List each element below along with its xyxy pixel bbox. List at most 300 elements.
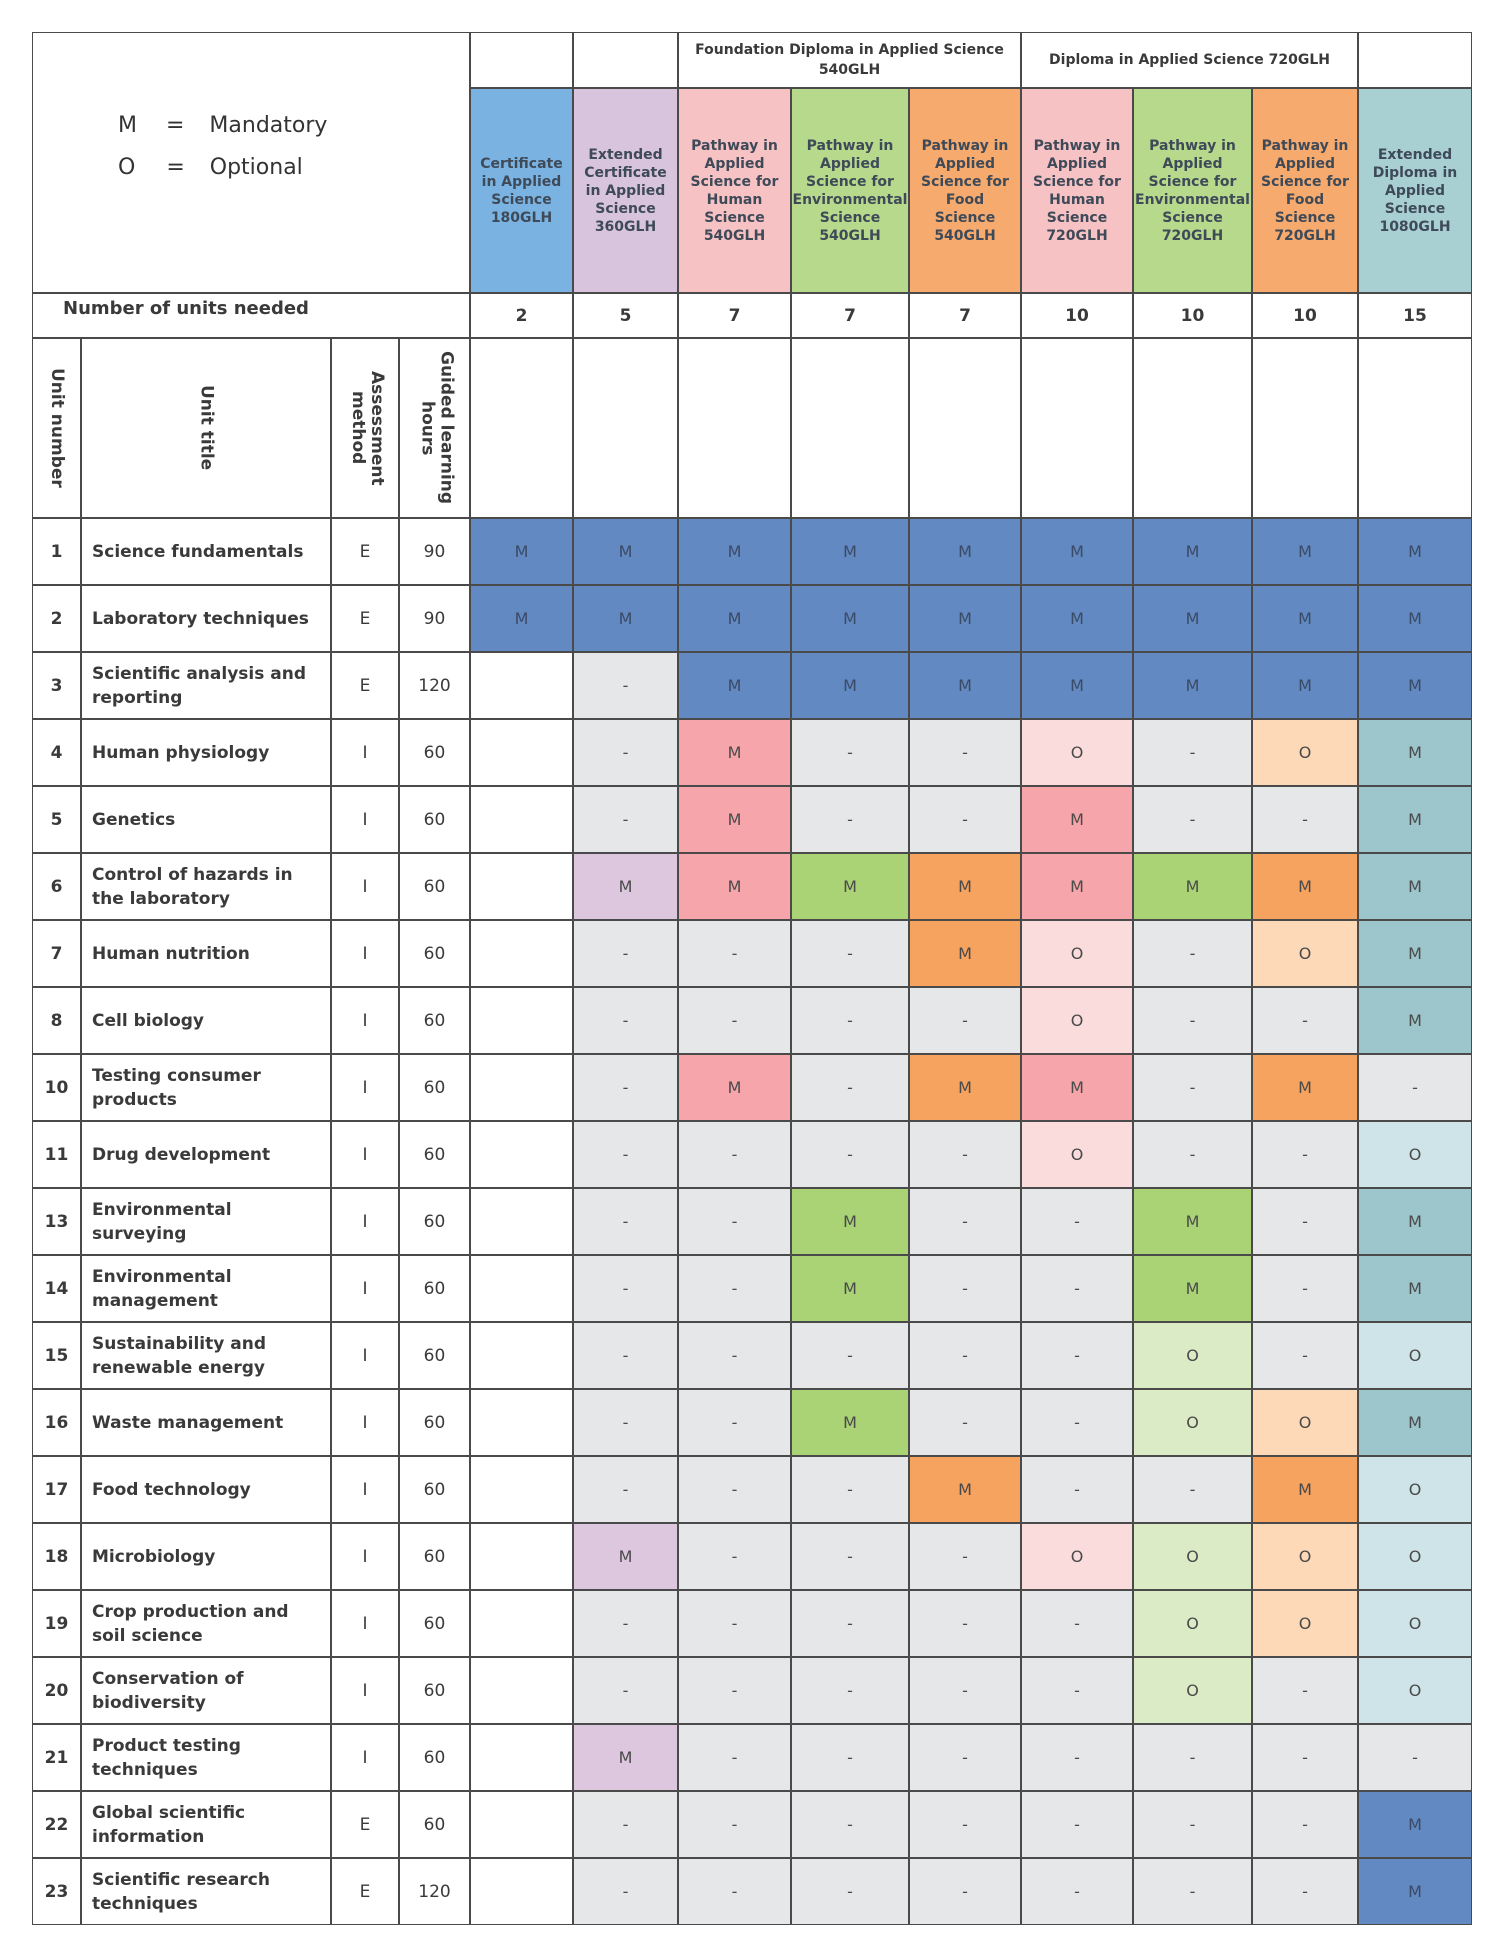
unit-status-cell: - xyxy=(909,1188,1021,1255)
unit-status-cell: M xyxy=(1133,585,1252,652)
unit-status-cell xyxy=(470,1255,573,1322)
assessment-method: I xyxy=(331,1590,399,1657)
unit-status-cell: - xyxy=(573,1188,678,1255)
unit-number: 10 xyxy=(32,1054,81,1121)
unit-status-cell: - xyxy=(1133,1456,1252,1523)
guided-learning-hours: 60 xyxy=(399,987,470,1054)
unit-status-cell: - xyxy=(1252,1255,1358,1322)
unit-status-cell: M xyxy=(1358,518,1472,585)
units-needed-value: 15 xyxy=(1358,293,1472,338)
guided-learning-hours: 60 xyxy=(399,853,470,920)
unit-status-cell: M xyxy=(1252,853,1358,920)
unit-status-cell: - xyxy=(678,1456,791,1523)
unit-status-cell: - xyxy=(573,1255,678,1322)
unit-status-cell: - xyxy=(791,987,909,1054)
unit-status-cell: - xyxy=(791,1791,909,1858)
assessment-method: I xyxy=(331,1456,399,1523)
assessment-method-header xyxy=(331,338,399,518)
unit-status-cell: - xyxy=(909,1590,1021,1657)
unit-number: 13 xyxy=(32,1188,81,1255)
unit-status-cell: M xyxy=(1358,1791,1472,1858)
unit-status-cell: - xyxy=(678,1523,791,1590)
unit-status-cell: - xyxy=(678,1590,791,1657)
unit-status-cell: M xyxy=(909,652,1021,719)
unit-status-cell: M xyxy=(791,1188,909,1255)
unit-status-cell: - xyxy=(678,1724,791,1791)
unit-status-cell: M xyxy=(678,719,791,786)
unit-status-cell: - xyxy=(909,1255,1021,1322)
unit-status-cell: M xyxy=(1021,786,1133,853)
unit-title: Conservation of biodiversity xyxy=(81,1657,331,1724)
guided-learning-hours: 60 xyxy=(399,1054,470,1121)
unit-title: Human physiology xyxy=(81,719,331,786)
unit-status-cell: M xyxy=(573,585,678,652)
units-needed-value: 2 xyxy=(470,293,573,338)
unit-status-cell: - xyxy=(678,1255,791,1322)
unit-status-cell: M xyxy=(1021,518,1133,585)
unit-status-cell: M xyxy=(1358,652,1472,719)
unit-status-cell: - xyxy=(909,1657,1021,1724)
qualification-units-table xyxy=(32,32,1472,1925)
unit-status-cell: - xyxy=(791,920,909,987)
unit-status-cell: M xyxy=(678,853,791,920)
unit-status-cell: M xyxy=(1133,518,1252,585)
unit-status-cell: - xyxy=(791,1456,909,1523)
unit-status-cell xyxy=(470,1791,573,1858)
unit-number: 5 xyxy=(32,786,81,853)
unit-status-cell: - xyxy=(791,1724,909,1791)
group-header: Diploma in Applied Science 720GLH xyxy=(1021,32,1358,88)
qualification-header: Pathway in Applied Science for Environmental Science 720GLH xyxy=(1133,88,1252,293)
unit-title: Testing consumer products xyxy=(81,1054,331,1121)
unit-status-cell: - xyxy=(573,1456,678,1523)
unit-title: Environmental surveying xyxy=(81,1188,331,1255)
unit-status-cell: - xyxy=(678,1121,791,1188)
unit-status-cell: - xyxy=(1252,1724,1358,1791)
unit-status-cell: M xyxy=(791,853,909,920)
unit-status-cell xyxy=(470,1724,573,1791)
unit-status-cell: - xyxy=(791,1657,909,1724)
unit-status-cell: M xyxy=(1021,853,1133,920)
unit-status-cell: - xyxy=(791,719,909,786)
unit-title: Scientific research techniques xyxy=(81,1858,331,1925)
unit-number-header-text: Unit number xyxy=(47,368,67,488)
unit-status-cell: - xyxy=(573,786,678,853)
unit-status-cell xyxy=(470,1188,573,1255)
unit-status-cell: M xyxy=(470,518,573,585)
unit-status-cell: - xyxy=(1133,1054,1252,1121)
unit-status-cell: - xyxy=(1021,1322,1133,1389)
unit-status-cell xyxy=(470,987,573,1054)
assessment-method: I xyxy=(331,1188,399,1255)
unit-status-cell: - xyxy=(573,1657,678,1724)
unit-status-cell xyxy=(470,786,573,853)
unit-status-cell: M xyxy=(1252,652,1358,719)
unit-title: Crop production and soil science xyxy=(81,1590,331,1657)
unit-status-cell: - xyxy=(573,1054,678,1121)
unit-status-cell: - xyxy=(1252,1858,1358,1925)
qualification-header: Pathway in Applied Science for Environmental Science 540GLH xyxy=(791,88,909,293)
unit-status-cell: M xyxy=(1252,1456,1358,1523)
unit-status-cell: M xyxy=(1252,585,1358,652)
assessment-method-header-text: Assessment method xyxy=(348,370,387,486)
unit-status-cell: - xyxy=(1358,1724,1472,1791)
unit-status-cell: - xyxy=(573,1858,678,1925)
unit-status-cell: O xyxy=(1021,1523,1133,1590)
assessment-method: I xyxy=(331,853,399,920)
unit-title: Drug development xyxy=(81,1121,331,1188)
header-spacer xyxy=(470,338,573,518)
unit-status-cell: - xyxy=(909,1523,1021,1590)
unit-status-cell: - xyxy=(909,1858,1021,1925)
unit-title: Environmental management xyxy=(81,1255,331,1322)
guided-learning-hours: 60 xyxy=(399,1724,470,1791)
unit-status-cell: M xyxy=(678,652,791,719)
unit-number: 4 xyxy=(32,719,81,786)
unit-title-header xyxy=(81,338,331,518)
unit-number: 19 xyxy=(32,1590,81,1657)
unit-status-cell: - xyxy=(791,786,909,853)
guided-learning-hours: 60 xyxy=(399,1322,470,1389)
unit-number: 1 xyxy=(32,518,81,585)
unit-status-cell: - xyxy=(1133,920,1252,987)
units-needed-value: 7 xyxy=(791,293,909,338)
unit-status-cell: M xyxy=(791,518,909,585)
unit-status-cell xyxy=(470,1590,573,1657)
unit-status-cell: M xyxy=(1358,1188,1472,1255)
unit-status-cell: M xyxy=(573,1523,678,1590)
guided-learning-hours: 60 xyxy=(399,1590,470,1657)
unit-title: Cell biology xyxy=(81,987,331,1054)
assessment-method: I xyxy=(331,1724,399,1791)
legend-code-o: O xyxy=(118,155,136,180)
assessment-method: I xyxy=(331,1255,399,1322)
unit-status-cell: M xyxy=(1358,1389,1472,1456)
unit-status-cell: - xyxy=(573,1590,678,1657)
unit-status-cell: - xyxy=(909,1724,1021,1791)
unit-status-cell: - xyxy=(1021,1724,1133,1791)
unit-status-cell: O xyxy=(1358,1590,1472,1657)
assessment-method: I xyxy=(331,920,399,987)
qualification-header: Pathway in Applied Science for Human Science 540GLH xyxy=(678,88,791,293)
unit-status-cell: M xyxy=(909,1054,1021,1121)
qualification-header: Pathway in Applied Science for Human Science 720GLH xyxy=(1021,88,1133,293)
unit-title-header-text: Unit title xyxy=(196,385,217,471)
header-spacer xyxy=(1252,338,1358,518)
guided-learning-hours: 60 xyxy=(399,719,470,786)
header-spacer xyxy=(791,338,909,518)
unit-status-cell: - xyxy=(791,1322,909,1389)
qualification-header: Extended Certificate in Applied Science 360GLH xyxy=(573,88,678,293)
unit-status-cell: M xyxy=(678,1054,791,1121)
legend-code-m: M xyxy=(118,113,137,138)
unit-status-cell: - xyxy=(1252,1322,1358,1389)
unit-status-cell: - xyxy=(1133,1858,1252,1925)
assessment-method: I xyxy=(331,1322,399,1389)
unit-status-cell: M xyxy=(1133,1188,1252,1255)
unit-status-cell: O xyxy=(1252,1389,1358,1456)
guided-learning-hours: 60 xyxy=(399,920,470,987)
legend-mandatory xyxy=(118,113,327,138)
assessment-method: I xyxy=(331,1523,399,1590)
unit-status-cell: M xyxy=(1133,1255,1252,1322)
unit-status-cell: - xyxy=(678,987,791,1054)
unit-number: 2 xyxy=(32,585,81,652)
unit-status-cell: M xyxy=(1021,585,1133,652)
units-needed-value: 7 xyxy=(678,293,791,338)
unit-status-cell: - xyxy=(573,987,678,1054)
unit-status-cell: - xyxy=(1133,987,1252,1054)
unit-title: Human nutrition xyxy=(81,920,331,987)
unit-status-cell xyxy=(470,1657,573,1724)
assessment-method: I xyxy=(331,786,399,853)
assessment-method: E xyxy=(331,652,399,719)
header-spacer xyxy=(1021,338,1133,518)
header-spacer xyxy=(909,338,1021,518)
units-needed-value: 10 xyxy=(1133,293,1252,338)
header-blank xyxy=(470,32,573,88)
unit-status-cell: M xyxy=(1252,1054,1358,1121)
unit-title: Waste management xyxy=(81,1389,331,1456)
unit-status-cell: - xyxy=(678,1322,791,1389)
unit-status-cell: - xyxy=(791,1054,909,1121)
unit-status-cell: - xyxy=(1252,1121,1358,1188)
guided-learning-hours: 60 xyxy=(399,1657,470,1724)
unit-title: Control of hazards in the laboratory xyxy=(81,853,331,920)
unit-status-cell: M xyxy=(1358,987,1472,1054)
unit-status-cell: O xyxy=(1021,987,1133,1054)
unit-title: Science fundamentals xyxy=(81,518,331,585)
unit-title: Laboratory techniques xyxy=(81,585,331,652)
unit-status-cell: M xyxy=(1252,518,1358,585)
unit-status-cell xyxy=(470,1523,573,1590)
assessment-method: E xyxy=(331,585,399,652)
unit-status-cell: - xyxy=(678,1657,791,1724)
unit-status-cell: - xyxy=(909,987,1021,1054)
unit-title: Sustainability and renewable energy xyxy=(81,1322,331,1389)
unit-number: 11 xyxy=(32,1121,81,1188)
guided-learning-hours: 60 xyxy=(399,1389,470,1456)
unit-number: 16 xyxy=(32,1389,81,1456)
guided-learning-hours: 60 xyxy=(399,786,470,853)
unit-status-cell: O xyxy=(1021,719,1133,786)
unit-status-cell: - xyxy=(909,719,1021,786)
unit-status-cell: M xyxy=(909,518,1021,585)
unit-status-cell: - xyxy=(573,920,678,987)
unit-status-cell: - xyxy=(1021,1858,1133,1925)
unit-status-cell: - xyxy=(1021,1255,1133,1322)
unit-status-cell xyxy=(470,1858,573,1925)
unit-status-cell: - xyxy=(573,1322,678,1389)
unit-number: 21 xyxy=(32,1724,81,1791)
unit-status-cell: - xyxy=(791,1590,909,1657)
unit-status-cell: - xyxy=(573,652,678,719)
assessment-method: E xyxy=(331,1858,399,1925)
assessment-method: I xyxy=(331,987,399,1054)
unit-status-cell: - xyxy=(573,1791,678,1858)
unit-status-cell xyxy=(470,1389,573,1456)
unit-status-cell: M xyxy=(573,1724,678,1791)
glh-header xyxy=(399,338,470,518)
unit-status-cell: M xyxy=(791,1389,909,1456)
unit-status-cell: - xyxy=(1252,1657,1358,1724)
unit-status-cell: - xyxy=(1252,987,1358,1054)
unit-title: Microbiology xyxy=(81,1523,331,1590)
unit-number: 18 xyxy=(32,1523,81,1590)
unit-number: 20 xyxy=(32,1657,81,1724)
unit-status-cell: - xyxy=(678,1791,791,1858)
unit-status-cell: - xyxy=(791,1523,909,1590)
unit-status-cell xyxy=(470,1121,573,1188)
group-header: Foundation Diploma in Applied Science 540GLH xyxy=(678,32,1021,88)
unit-status-cell: - xyxy=(1252,786,1358,853)
unit-status-cell: - xyxy=(791,1121,909,1188)
glh-header-text: Guided learning hours xyxy=(417,351,457,505)
guided-learning-hours: 60 xyxy=(399,1791,470,1858)
guided-learning-hours: 60 xyxy=(399,1121,470,1188)
unit-status-cell: M xyxy=(1358,920,1472,987)
assessment-method: I xyxy=(331,1121,399,1188)
header-spacer xyxy=(573,338,678,518)
unit-status-cell: M xyxy=(678,786,791,853)
unit-status-cell: O xyxy=(1021,1121,1133,1188)
unit-number: 8 xyxy=(32,987,81,1054)
qualification-header: Certificate in Applied Science 180GLH xyxy=(470,88,573,293)
unit-status-cell: M xyxy=(909,853,1021,920)
unit-status-cell: O xyxy=(1252,1523,1358,1590)
unit-number: 3 xyxy=(32,652,81,719)
unit-status-cell: O xyxy=(1252,719,1358,786)
unit-status-cell: O xyxy=(1252,920,1358,987)
unit-status-cell xyxy=(470,1054,573,1121)
guided-learning-hours: 60 xyxy=(399,1188,470,1255)
unit-status-cell: M xyxy=(909,585,1021,652)
qualification-header: Pathway in Applied Science for Food Science 540GLH xyxy=(909,88,1021,293)
units-needed-value: 7 xyxy=(909,293,1021,338)
unit-status-cell: O xyxy=(1133,1523,1252,1590)
unit-status-cell: - xyxy=(1021,1590,1133,1657)
unit-status-cell: - xyxy=(678,1188,791,1255)
unit-number: 23 xyxy=(32,1858,81,1925)
units-needed-value: 10 xyxy=(1252,293,1358,338)
unit-status-cell: - xyxy=(1021,1389,1133,1456)
unit-status-cell: - xyxy=(791,1858,909,1925)
unit-status-cell: - xyxy=(909,1121,1021,1188)
unit-status-cell: M xyxy=(1358,786,1472,853)
unit-status-cell xyxy=(470,719,573,786)
unit-status-cell: - xyxy=(1021,1791,1133,1858)
unit-status-cell: M xyxy=(1358,719,1472,786)
unit-status-cell: - xyxy=(678,920,791,987)
unit-status-cell: M xyxy=(573,853,678,920)
unit-status-cell: - xyxy=(678,1389,791,1456)
unit-status-cell xyxy=(470,1456,573,1523)
qualification-header: Pathway in Applied Science for Food Science 720GLH xyxy=(1252,88,1358,293)
unit-status-cell: - xyxy=(909,1389,1021,1456)
unit-status-cell: O xyxy=(1358,1456,1472,1523)
unit-status-cell: O xyxy=(1133,1389,1252,1456)
header-spacer xyxy=(1133,338,1252,518)
unit-status-cell: - xyxy=(1021,1188,1133,1255)
unit-status-cell: - xyxy=(909,1322,1021,1389)
header-blank xyxy=(573,32,678,88)
units-needed-label: Number of units needed xyxy=(32,293,470,338)
guided-learning-hours: 60 xyxy=(399,1255,470,1322)
units-needed-value: 5 xyxy=(573,293,678,338)
unit-status-cell: - xyxy=(1252,1791,1358,1858)
unit-status-cell: M xyxy=(909,920,1021,987)
qualification-header: Extended Diploma in Applied Science 1080GLH xyxy=(1358,88,1472,293)
guided-learning-hours: 90 xyxy=(399,585,470,652)
unit-number: 6 xyxy=(32,853,81,920)
unit-number-header xyxy=(32,338,81,518)
assessment-method: I xyxy=(331,719,399,786)
legend-meaning-optional: Optional xyxy=(209,155,303,180)
header-spacer xyxy=(1358,338,1472,518)
unit-status-cell: O xyxy=(1252,1590,1358,1657)
units-needed-value: 10 xyxy=(1021,293,1133,338)
unit-status-cell: M xyxy=(678,585,791,652)
guided-learning-hours: 60 xyxy=(399,1523,470,1590)
unit-status-cell: - xyxy=(1133,786,1252,853)
unit-status-cell: - xyxy=(573,1121,678,1188)
unit-status-cell: M xyxy=(1358,853,1472,920)
unit-status-cell xyxy=(470,1322,573,1389)
guided-learning-hours: 120 xyxy=(399,652,470,719)
unit-status-cell: M xyxy=(909,1456,1021,1523)
unit-status-cell xyxy=(470,652,573,719)
unit-title: Global scientific information xyxy=(81,1791,331,1858)
assessment-method: I xyxy=(331,1657,399,1724)
unit-status-cell: M xyxy=(1358,1255,1472,1322)
unit-number: 22 xyxy=(32,1791,81,1858)
unit-status-cell: M xyxy=(1133,853,1252,920)
guided-learning-hours: 90 xyxy=(399,518,470,585)
unit-status-cell: M xyxy=(791,652,909,719)
unit-title: Genetics xyxy=(81,786,331,853)
unit-status-cell: O xyxy=(1358,1657,1472,1724)
unit-status-cell: M xyxy=(1133,652,1252,719)
unit-title: Scientific analysis and reporting xyxy=(81,652,331,719)
unit-status-cell: - xyxy=(909,786,1021,853)
unit-status-cell: O xyxy=(1133,1322,1252,1389)
guided-learning-hours: 120 xyxy=(399,1858,470,1925)
unit-number: 14 xyxy=(32,1255,81,1322)
legend-equals: = xyxy=(166,155,185,180)
unit-status-cell: - xyxy=(909,1791,1021,1858)
unit-status-cell: M xyxy=(1358,585,1472,652)
unit-status-cell: O xyxy=(1021,920,1133,987)
header-spacer xyxy=(678,338,791,518)
unit-status-cell: - xyxy=(573,1389,678,1456)
unit-status-cell: - xyxy=(1133,1121,1252,1188)
legend-equals: = xyxy=(165,113,185,138)
assessment-method: I xyxy=(331,1054,399,1121)
unit-status-cell: M xyxy=(678,518,791,585)
assessment-method: E xyxy=(331,1791,399,1858)
unit-title: Product testing techniques xyxy=(81,1724,331,1791)
legend-meaning-mandatory: Mandatory xyxy=(209,113,328,138)
unit-status-cell: - xyxy=(1133,719,1252,786)
unit-status-cell: - xyxy=(573,719,678,786)
unit-status-cell: M xyxy=(1021,1054,1133,1121)
unit-status-cell: M xyxy=(1021,652,1133,719)
legend-optional xyxy=(118,155,303,180)
unit-status-cell: M xyxy=(470,585,573,652)
unit-status-cell: O xyxy=(1358,1523,1472,1590)
guided-learning-hours: 60 xyxy=(399,1456,470,1523)
unit-status-cell: - xyxy=(1133,1724,1252,1791)
